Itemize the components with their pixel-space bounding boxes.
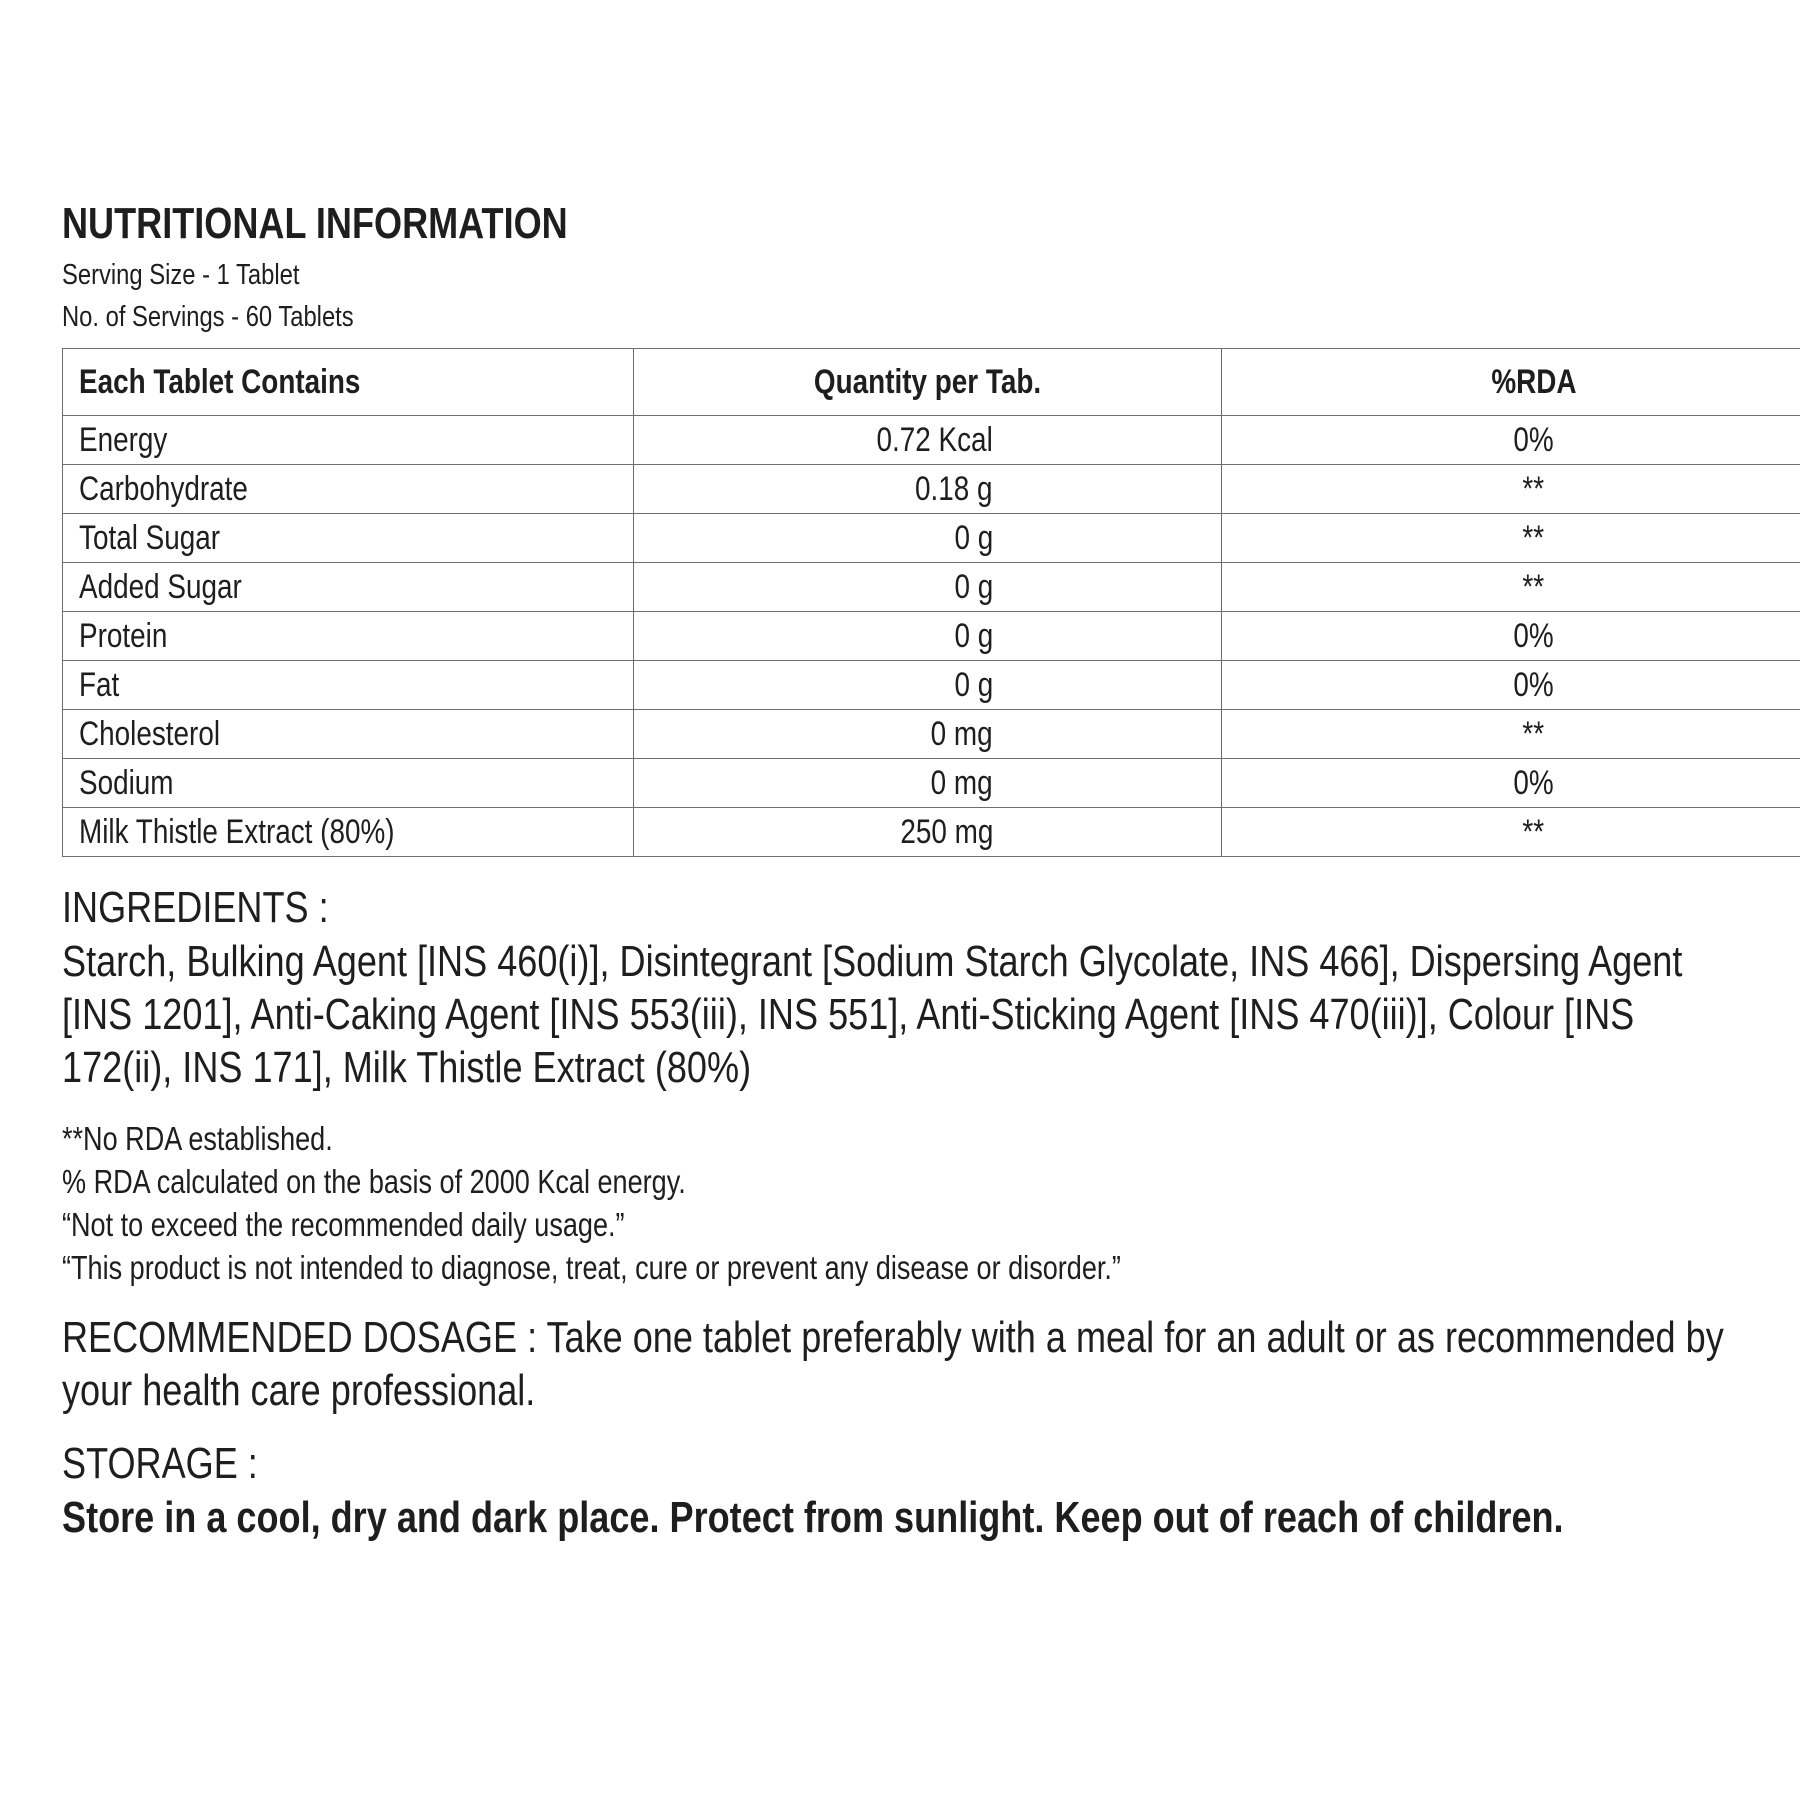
row-rda: 0% (1222, 661, 1800, 710)
row-quantity: 0.72 Kcal (634, 416, 1222, 465)
dosage-text: Take one tablet preferably with a meal for an adult or as recommended by your health care professional. (62, 1313, 1724, 1415)
table-row (63, 514, 1800, 563)
ingredients-text: Starch, Bulking Agent [INS 460(i)], Disintegrant [Sodium Starch Glycolate, INS 466], Dispersing Agent [INS 1201], Anti-Caking Agent [INS 553(iii), INS 551], Anti-Sticking Agent [INS 470(iii)], Colour [INS 172(ii), INS 171], Milk Thistle Extract (80%) (62, 937, 1683, 1092)
note-rda-basis: % RDA calculated on the basis of 2000 Kcal energy. (62, 1163, 686, 1200)
table-row (63, 661, 1800, 710)
row-rda: ** (1222, 563, 1800, 612)
storage-text: Store in a cool, dry and dark place. Protect from sunlight. Keep out of reach of children. (62, 1493, 1564, 1542)
row-item: Energy (63, 416, 634, 465)
nutrition-table (62, 348, 1800, 857)
note-disclaimer: “This product is not intended to diagnose, treat, cure or prevent any disease or disorder.” (62, 1249, 1121, 1286)
servings-count: No. of Servings - 60 Tablets (62, 301, 354, 333)
row-rda: ** (1222, 710, 1800, 759)
dosage-block (62, 1311, 1751, 1421)
table-row (63, 465, 1800, 514)
row-rda: 0% (1222, 612, 1800, 661)
table-row (63, 808, 1800, 857)
row-item: Added Sugar (63, 563, 634, 612)
row-rda: ** (1222, 465, 1800, 514)
dosage-heading: RECOMMENDED DOSAGE : (62, 1313, 538, 1362)
row-quantity: 0.18 g (634, 465, 1222, 514)
row-rda: ** (1222, 514, 1800, 563)
table-row (63, 759, 1800, 808)
note-no-rda: **No RDA established. (62, 1120, 333, 1157)
row-item: Carbohydrate (63, 465, 634, 514)
notes-list (62, 1117, 1746, 1289)
row-item: Milk Thistle Extract (80%) (63, 808, 634, 857)
ingredients-block (62, 935, 1746, 1095)
label-sheet (62, 194, 1746, 1545)
row-quantity: 250 mg (634, 808, 1222, 857)
row-rda: 0% (1222, 759, 1800, 808)
row-quantity: 0 mg (634, 759, 1222, 808)
row-item: Sodium (63, 759, 634, 808)
header-quantity: Quantity per Tab. (634, 349, 1222, 416)
row-item: Total Sugar (63, 514, 634, 563)
serving-size: Serving Size - 1 Tablet (62, 259, 300, 291)
row-item: Fat (63, 661, 634, 710)
storage-heading: STORAGE : (62, 1439, 258, 1488)
row-rda: 0% (1222, 416, 1800, 465)
header-item: Each Tablet Contains (63, 349, 634, 416)
row-item: Cholesterol (63, 710, 634, 759)
table-row (63, 416, 1800, 465)
row-quantity: 0 g (634, 563, 1222, 612)
table-row (63, 563, 1800, 612)
row-item: Protein (63, 612, 634, 661)
row-quantity: 0 g (634, 661, 1222, 710)
table-header-row (63, 349, 1800, 416)
table-row (63, 710, 1800, 759)
row-quantity: 0 g (634, 612, 1222, 661)
note-usage: “Not to exceed the recommended daily usage.” (62, 1206, 625, 1243)
row-quantity: 0 mg (634, 710, 1222, 759)
table-row (63, 612, 1800, 661)
ingredients-heading: INGREDIENTS : (62, 883, 329, 932)
row-quantity: 0 g (634, 514, 1222, 563)
nutrition-title: NUTRITIONAL INFORMATION (62, 199, 568, 248)
header-rda: %RDA (1222, 349, 1800, 416)
row-rda: ** (1222, 808, 1800, 857)
